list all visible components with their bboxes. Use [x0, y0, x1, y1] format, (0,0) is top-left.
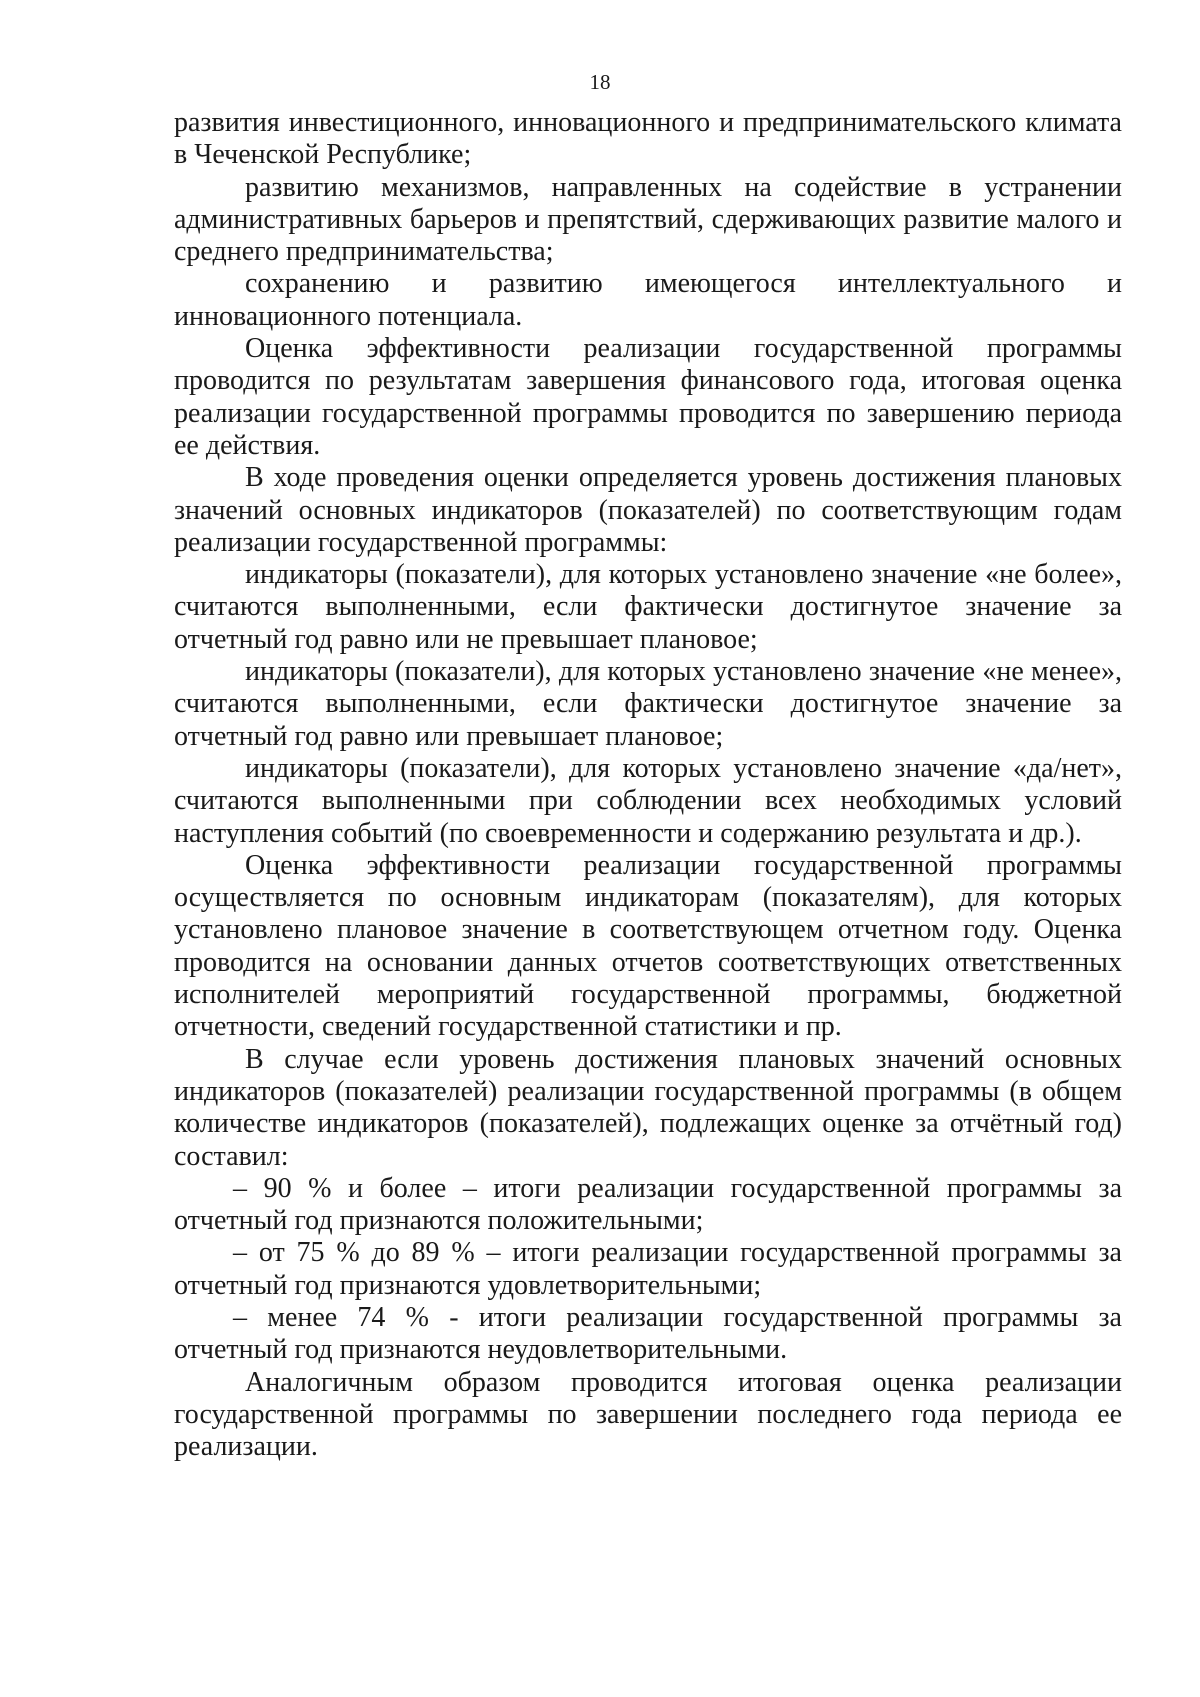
page-number: 18	[589, 70, 611, 94]
paragraph: Оценка эффективности реализации государственной программы осуществляется по основным индикаторам (показателям), для которых установлено плановое значение в соответствующем отчетном году. Оценка проводится на основании данных отчетов соответствующих ответственных исполнителей мероприятий государственной программы, бюджетной отчетности, сведений государственной статистики и пр.	[174, 849, 1122, 1043]
paragraph: индикаторы (показатели), для которых установлено значение «не менее», считаются выполненными, если фактически достигнутое значение за отчетный год равно или превышает плановое;	[174, 656, 1122, 752]
list-item: – менее 74 % - итоги реализации государственной программы за отчетный год признаются неудовлетворительными.	[174, 1301, 1122, 1366]
paragraph: сохранению и развитию имеющегося интеллектуального и инновационного потенциала.	[174, 268, 1122, 332]
paragraph: Оценка эффективности реализации государственной программы проводится по результатам завершения финансового года, итоговая оценка реализации государственной программы проводится по завершению периода ее действия.	[174, 333, 1122, 461]
list-item: – от 75 % до 89 % – итоги реализации государственной программы за отчетный год признаются удовлетворительными;	[174, 1237, 1122, 1301]
paragraph: Аналогичным образом проводится итоговая оценка реализации государственной программы по завершении последнего года периода ее реализации.	[174, 1366, 1122, 1463]
paragraph: индикаторы (показатели), для которых установлено значение «не более», считаются выполненными, если фактически достигнутое значение за отчетный год равно или не превышает плановое;	[174, 559, 1122, 655]
paragraph: В ходе проведения оценки определяется уровень достижения плановых значений основных индикаторов (показателей) по соответствующим годам реализации государственной программы:	[174, 462, 1122, 558]
paragraph: индикаторы (показатели), для которых установлено значение «да/нет», считаются выполненными при соблюдении всех необходимых условий наступления событий (по своевременности и содержанию результата и др.).	[174, 752, 1122, 849]
paragraph-continued: развития инвестиционного, инновационного и предпринимательского климата в Чеченской Республике;	[174, 107, 1122, 171]
paragraph: развитию механизмов, направленных на содействие в устранении административных барьеров и препятствий, сдерживающих развитие малого и среднего предпринимательства;	[174, 171, 1122, 268]
list-item: – 90 % и более – итоги реализации государственной программы за отчетный год признаются положительными;	[174, 1172, 1122, 1237]
document-body	[174, 107, 1122, 1463]
paragraph: В случае если уровень достижения плановых значений основных индикаторов (показателей) реализации государственной программы (в общем количестве индикаторов (показателей), подлежащих оценке за отчётный год) составил:	[174, 1043, 1122, 1172]
